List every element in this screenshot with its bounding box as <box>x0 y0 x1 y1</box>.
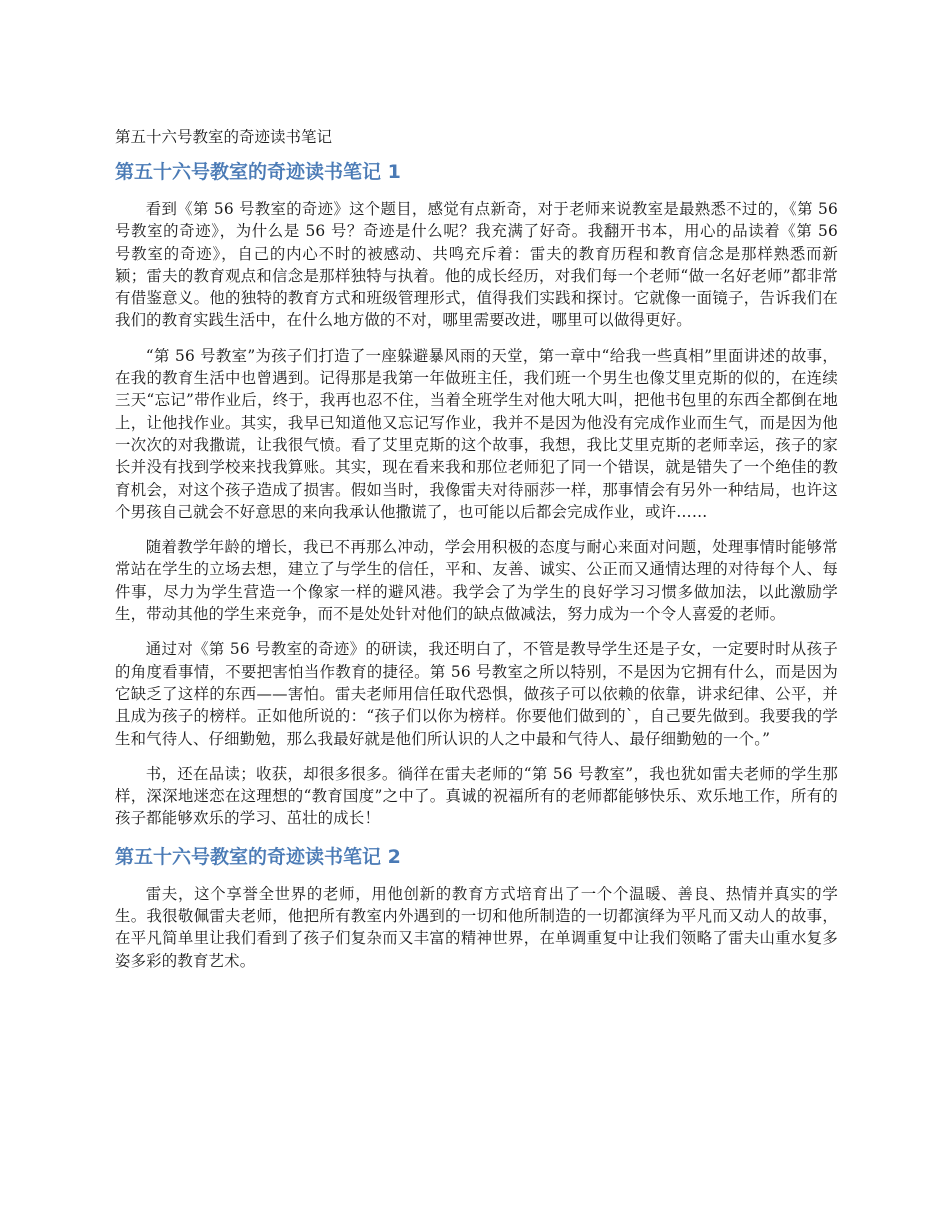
section-2 <box>115 843 838 972</box>
section-heading: 第五十六号教室的奇迹读书笔记 1 <box>115 161 401 183</box>
paragraph: “第 56 号教室”为孩子们打造了一座躲避暴风雨的天堂，第一章中“给我一些真相”里面讲述的故事，在我的教育生活中也曾遇到。记得那是我第一年做班主任，我们班一个男生也像艾里克斯的似的，在连续三天“忘记”带作业后，终于，我再也忍不住，当着全班学生对他大吼大叫，把他书包里的东西全都倒在地上，让他找作业。其实，我早已知道他又忘记写作业，我并不是因为他没有完成作业而生气，而是因为他一次次的对我撒谎，让我很气愤。看了艾里克斯的这个故事，我想，我比艾里克斯的老师幸运，孩子的家长并没有找到学校来找我算账。其实，现在看来我和那位老师犯了同一个错误，就是错失了一个绝佳的教育机会，对这个孩子造成了损害。假如当时，我像雷夫对待丽莎一样，那事情会有另外一种结局，也许这个男孩自己就会不好意思的来向我承认他撒谎了，也可能以后都会完成作业，或许…… <box>115 346 838 521</box>
section-heading: 第五十六号教室的奇迹读书笔记 2 <box>115 845 401 868</box>
document-page <box>115 124 838 985</box>
paragraph: 随着教学年龄的增长，我已不再那么冲动，学会用积极的态度与耐心来面对问题，处理事情时能够常常站在学生的立场去想，建立了与学生的信任，平和、友善、诚实、公正而又通情达理的对待每个人、每件事，尽力为学生营造一个像家一样的避风港。我学会了为学生的良好学习习惯多做加法，以此激励学生，带动其他的学生来竞争，而不是处处针对他们的缺点做减法，努力成为一个令人喜爱的老师。 <box>115 538 838 624</box>
paragraph: 看到《第 56 号教室的奇迹》这个题目，感觉有点新奇，对于老师来说教室是最熟悉不过的，《第 56 号教室的奇迹》，为什么是 56 号？奇迹是什么呢？我充满了好奇。我翻开书本，用心的品读着《第 56 号教室的奇迹》，自己的内心不时的被感动、共鸣充斥着：雷夫的教育历程和教育信念是那样熟悉而新颖；雷夫的教育观点和信念是那样独特与执着。他的成长经历，对我们每一个老师“做一名好老师”都非常有借鉴意义。他的独特的教育方式和班级管理形式，值得我们实践和探讨。它就像一面镜子，告诉我们在我们的教育实践生活中，在什么地方做的不对，哪里需要改进，哪里可以做得更好。 <box>115 200 838 330</box>
paragraph: 书，还在品读；收获，却很多很多。徜徉在雷夫老师的“第 56 号教室”，我也犹如雷夫老师的学生那样，深深地迷恋在这理想的“教育国度”之中了。真诚的祝福所有的老师都能够快乐、欢乐地工作，所有的孩子都能够欢乐的学习、茁壮的成长！ <box>115 764 838 828</box>
document-title: 第五十六号教室的奇迹读书笔记 <box>115 128 333 146</box>
paragraph: 通过对《第 56 号教室的奇迹》的研读，我还明白了，不管是教导学生还是子女，一定要时时从孩子的角度看事情，不要把害怕当作教育的捷径。第 56 号教室之所以特别，不是因为它拥有什么，而是因为它缺乏了这样的东西——害怕。雷夫老师用信任取代恐惧，做孩子可以依赖的依靠，讲求纪律、公平，并且成为孩子的榜样。正如他所说的：“孩子们以你为榜样。你要他们做到的`，自己要先做到。我要我的学生和气待人、仔细勤勉，那么我最好就是他们所认识的人之中最和气待人、最仔细勤勉的一个。” <box>115 640 838 748</box>
paragraph: 雷夫，这个享誉全世界的老师，用他创新的教育方式培育出了一个个温暖、善良、热情并真实的学生。我很敬佩雷夫老师，他把所有教室内外遇到的一切和他所制造的一切都演绎为平凡而又动人的故事，在平凡简单里让我们看到了孩子们复杂而又丰富的精神世界，在单调重复中让我们领略了雷夫山重水复多姿多彩的教育艺术。 <box>115 884 838 970</box>
section-1 <box>115 158 838 830</box>
